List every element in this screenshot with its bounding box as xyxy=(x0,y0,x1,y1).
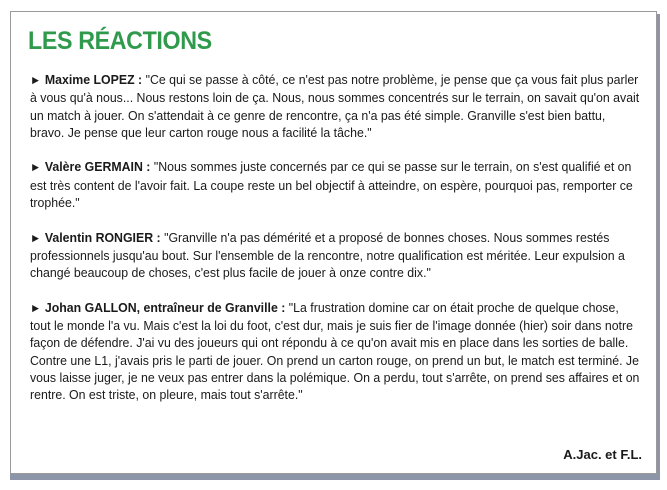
article-title: LES RÉACTIONS xyxy=(28,27,212,55)
reaction-quote: "Ce qui se passe à côté, ce n'est pas notre problème, je pense que ça vous fait plus parler à vous qu'à nous... Nous restons loin de ça. Nous, nous sommes concentrés sur le terrain, on savait qu'on avait un match à jouer. On s'attendait à ce genre de rencontre, ça n'a pas été simple. Granville s'est bien battu, bravo. Je pense que leur carton rouge nous a facilité la tâche." xyxy=(30,72,640,140)
frame-shadow-bottom xyxy=(10,474,660,480)
bullet-arrow-icon: ► xyxy=(30,73,42,87)
speaker-name: Valère GERMAIN : xyxy=(44,159,151,175)
speaker-name: Johan GALLON, entraîneur de Granville : xyxy=(44,299,286,315)
frame-shadow-right xyxy=(657,14,660,480)
bullet-arrow-icon: ► xyxy=(30,160,42,175)
author-signature: A.Jac. et F.L. xyxy=(563,447,642,462)
reaction-quote: "Nous sommes juste concernés par ce qui se passe sur le terrain, on s'est qualifié et on est très content de l'avoir fait. La coupe reste un bel objectif à atteindre, on espère, pourquoi pas, remporter ce trophée." xyxy=(30,159,633,211)
reaction-quote: "Granville n'a pas démérité et a proposé de bonnes choses. Nous sommes restés professionnels jusqu'au bout. Sur l'ensemble de la rencontre, notre qualification est méritée. Leur expulsion a changé beaucoup de choses, c'est plus facile de jouer à onze contre dix." xyxy=(30,229,625,281)
reactions-body xyxy=(30,71,640,421)
reaction-germain xyxy=(30,158,641,211)
reaction-lopez xyxy=(30,71,641,141)
speaker-name: Valentin RONGIER : xyxy=(44,229,161,245)
speaker-name: Maxime LOPEZ : xyxy=(44,72,143,87)
reaction-rongier xyxy=(30,229,641,282)
reaction-quote: "La frustration domine car on était proche de quelque chose, tout le monde l'a vu. Mais c'est la loi du foot, c'est dur, mais je suis fier de l'image donnée (hier) soir dans notre façon de défendre. J'ai vu des joueurs qui ont répondu à ce qu'on avait mis en place dans les sorties de balle. Contre une L1, j'avais pris le parti de jouer. On prend un carton rouge, on prend un but, le match est terminé. Je vous laisse juger, je ne veux pas entrer dans la polémique. On a perdu, tout s'arrête, on prend ses affaires et on rentre. On est triste, on pleure, mais tout s'arrête." xyxy=(30,299,640,403)
bullet-arrow-icon: ► xyxy=(30,230,42,245)
bullet-arrow-icon: ► xyxy=(30,300,42,315)
reaction-gallon xyxy=(30,299,641,404)
